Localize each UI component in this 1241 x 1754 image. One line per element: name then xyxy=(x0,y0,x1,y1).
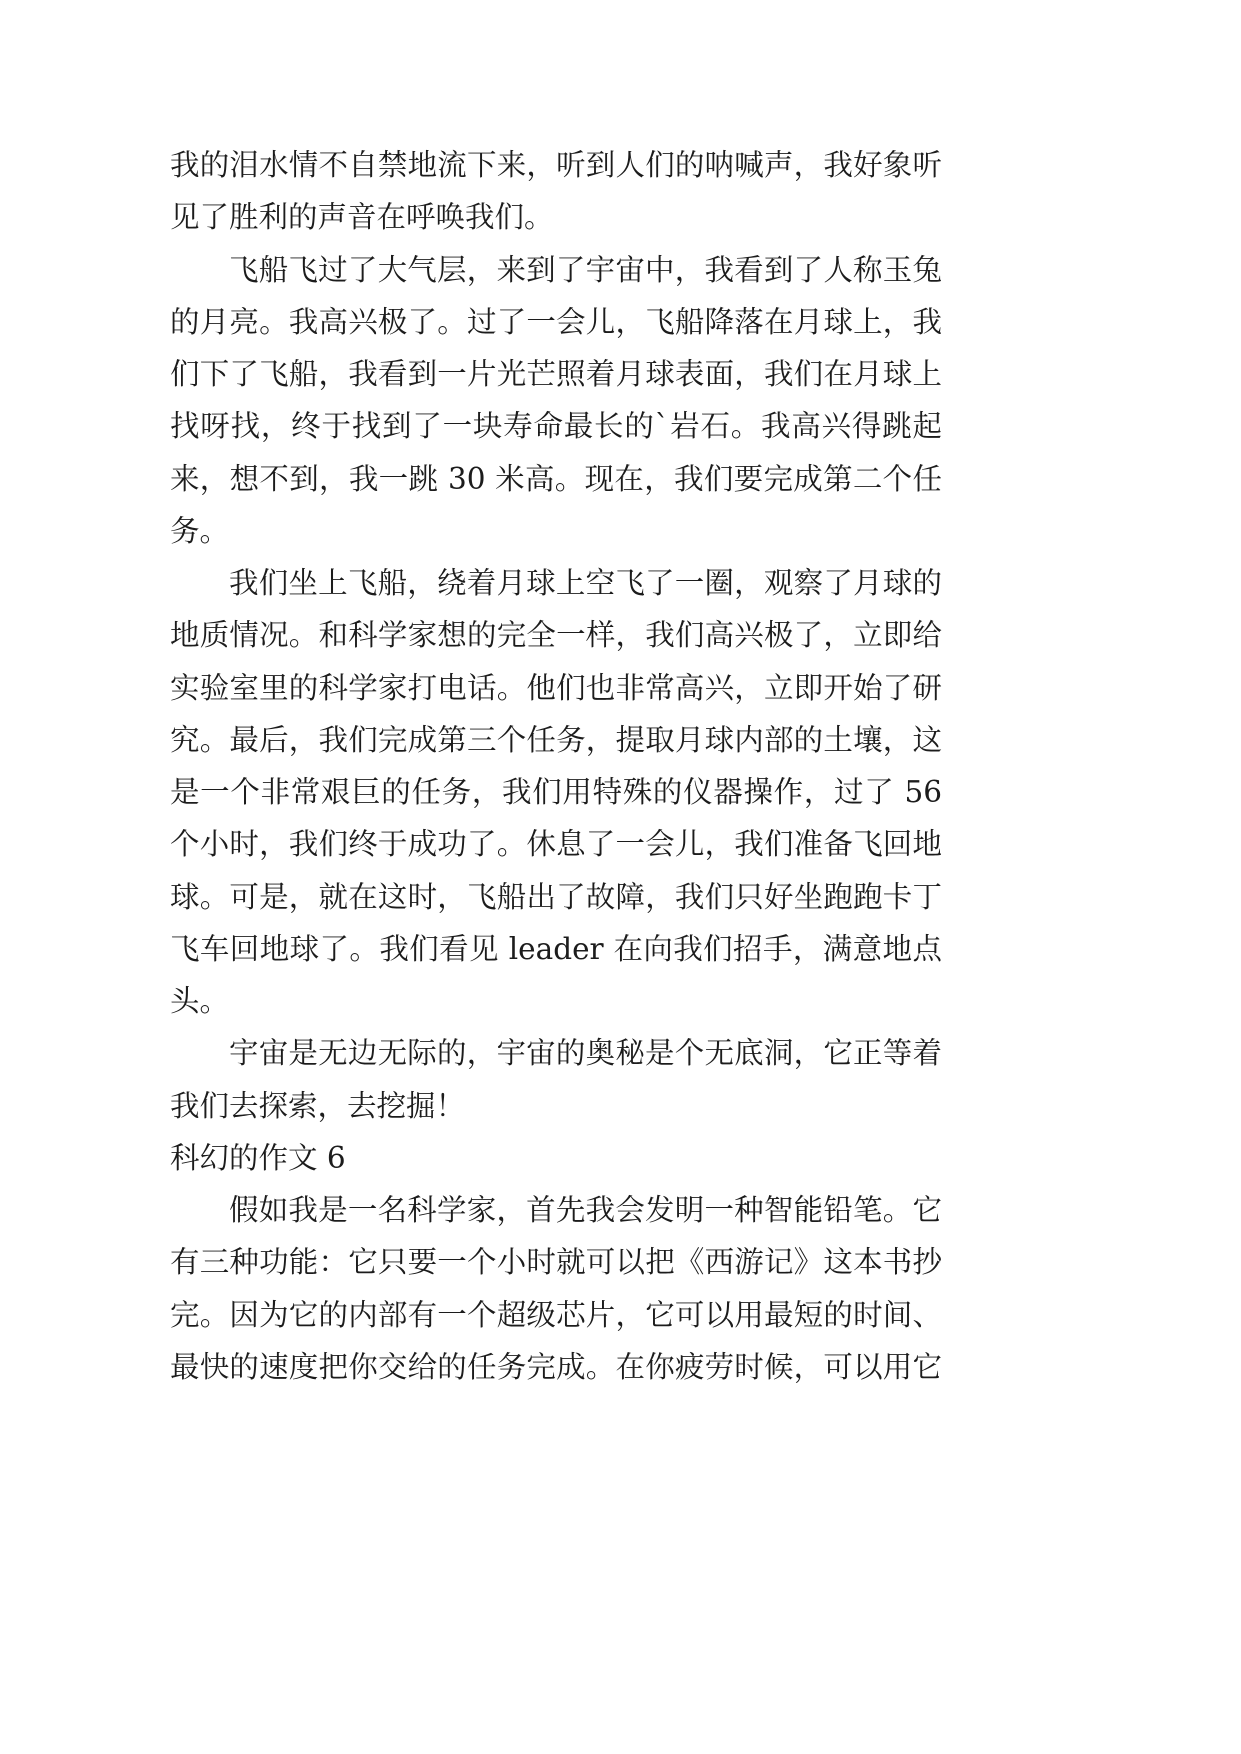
section-title: 科幻的作文 6 xyxy=(170,1140,346,1175)
paragraph xyxy=(170,139,942,244)
paragraph-line: 我们坐上飞船，绕着月球上空飞了一圈，观察了月球的 xyxy=(229,566,942,600)
paragraph-line: 球。可是，就在这时，飞船出了故障，我们只好坐跑跑卡丁 xyxy=(170,879,942,914)
paragraph-line: 完。因为它的内部有一个超级芯片，它可以用最短的时间、 xyxy=(170,1297,942,1332)
paragraph-line: 我的泪水情不自禁地流下来，听到人们的呐喊声，我好象听 xyxy=(170,148,942,182)
paragraph xyxy=(170,1184,942,1393)
paragraph-line: 最快的速度把你交给的任务完成。在你疲劳时候，可以用它 xyxy=(170,1349,942,1384)
paragraph-line: 假如我是一名科学家，首先我会发明一种智能铅笔。它 xyxy=(229,1193,942,1227)
paragraph-line: 宇宙是无边无际的，宇宙的奥秘是个无底洞，它正等着 xyxy=(229,1036,942,1071)
paragraph-line: 究。最后，我们完成第三个任务，提取月球内部的土壤，这 xyxy=(170,722,942,757)
paragraph xyxy=(170,1027,942,1132)
paragraph-line: 飞车回地球了。我们看见 leader 在向我们招手，满意地点 xyxy=(170,931,942,966)
paragraph-line: 来，想不到，我一跳 30 米高。现在，我们要完成第二个任 xyxy=(170,461,942,496)
paragraph-line: 头。 xyxy=(170,984,230,1018)
paragraph-line: 们下了飞船，我看到一片光芒照着月球表面，我们在月球上 xyxy=(170,357,942,391)
paragraph-line: 飞船飞过了大气层，来到了宇宙中，我看到了人称玉兔 xyxy=(229,252,942,287)
document-body xyxy=(170,139,942,1393)
paragraph-line: 的月亮。我高兴极了。过了一会儿，飞船降落在月球上，我 xyxy=(170,304,942,339)
paragraph xyxy=(170,244,942,558)
paragraph-line: 是一个非常艰巨的任务，我们用特殊的仪器操作，过了 56 xyxy=(170,775,942,809)
paragraph-line: 地质情况。和科学家想的完全一样，我们高兴极了，立即给 xyxy=(170,618,942,653)
paragraph-line: 我们去探索，去挖掘！ xyxy=(170,1088,466,1123)
paragraph-line: 个小时，我们终于成功了。休息了一会儿，我们准备飞回地 xyxy=(170,827,942,862)
paragraph xyxy=(170,557,942,1027)
paragraph-line: 务。 xyxy=(170,513,230,548)
paragraph-line: 有三种功能：它只要一个小时就可以把《西游记》这本书抄 xyxy=(170,1245,942,1280)
paragraph-line: 见了胜利的声音在呼唤我们。 xyxy=(170,200,554,235)
paragraph-line: 找呀找，终于找到了一块寿命最长的`岩石。我高兴得跳起 xyxy=(170,409,942,444)
paragraph-line: 实验室里的科学家打电话。他们也非常高兴，立即开始了研 xyxy=(170,670,942,705)
